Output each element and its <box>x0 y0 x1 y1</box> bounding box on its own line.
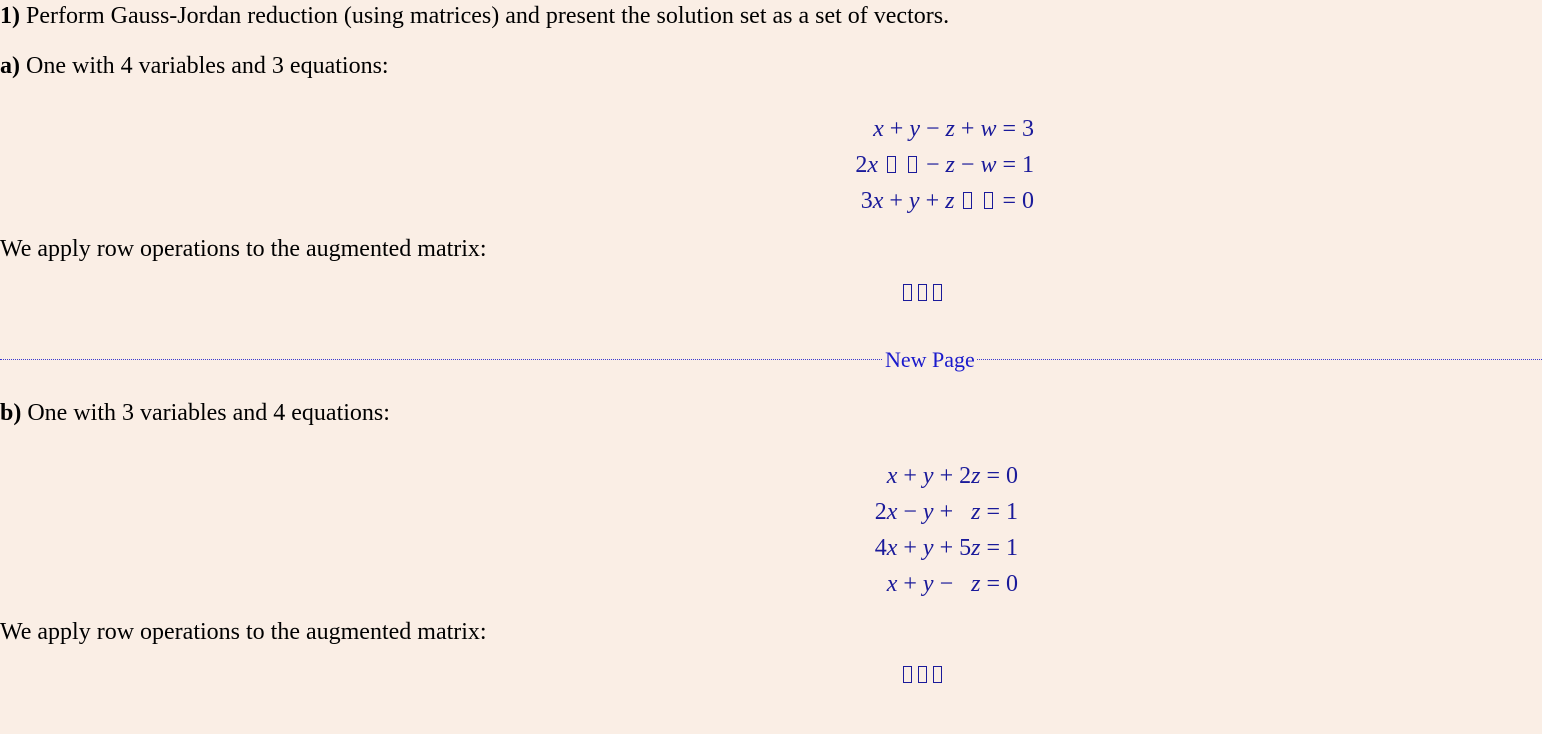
part-a-equation-2: 2x − z − w = 1 <box>855 152 1034 178</box>
problem-text: Perform Gauss-Jordan reduction (using matrices) and present the solution set as a set of vectors. <box>20 3 950 29</box>
part-a-equation-3: 3x + y + z = 0 <box>860 188 1034 214</box>
part-b-equation-2: 2x − y + z = 1 <box>874 499 1018 525</box>
part-a-description: One with 4 variables and 3 equations: <box>20 53 389 79</box>
missing-glyph-icon <box>918 284 927 301</box>
part-a-apply-text: We apply row operations to the augmented matrix: <box>0 236 487 262</box>
part-b-apply-text: We apply row operations to the augmented matrix: <box>0 619 487 645</box>
part-b-matrix-placeholder <box>903 666 948 688</box>
missing-glyph-icon <box>903 666 912 683</box>
missing-glyph-icon <box>963 192 972 209</box>
missing-glyph-icon <box>908 156 917 173</box>
page-break-line <box>0 359 1542 360</box>
missing-glyph-icon <box>933 666 942 683</box>
part-a-equation-1: x + y − z + w = 3 <box>873 116 1034 142</box>
part-a-matrix-placeholder <box>903 284 948 306</box>
missing-glyph-icon <box>903 284 912 301</box>
problem-statement <box>0 1 949 31</box>
missing-glyph-icon <box>918 666 927 683</box>
page-break-label: New Page <box>885 347 975 372</box>
missing-glyph-icon <box>887 156 896 173</box>
part-b-equation-1: x + y + 2z = 0 <box>886 463 1018 489</box>
part-b-equation-4: x + y − z = 0 <box>886 571 1018 597</box>
part-b-heading <box>0 398 390 428</box>
problem-number: 1) <box>0 3 20 29</box>
part-b-label: b) <box>0 400 22 426</box>
part-b-description: One with 3 variables and 4 equations: <box>21 400 390 426</box>
part-a-label: a) <box>0 53 20 79</box>
part-a-heading <box>0 51 389 81</box>
part-b-equation-3: 4x + y + 5z = 1 <box>874 535 1018 561</box>
missing-glyph-icon <box>933 284 942 301</box>
missing-glyph-icon <box>984 192 993 209</box>
